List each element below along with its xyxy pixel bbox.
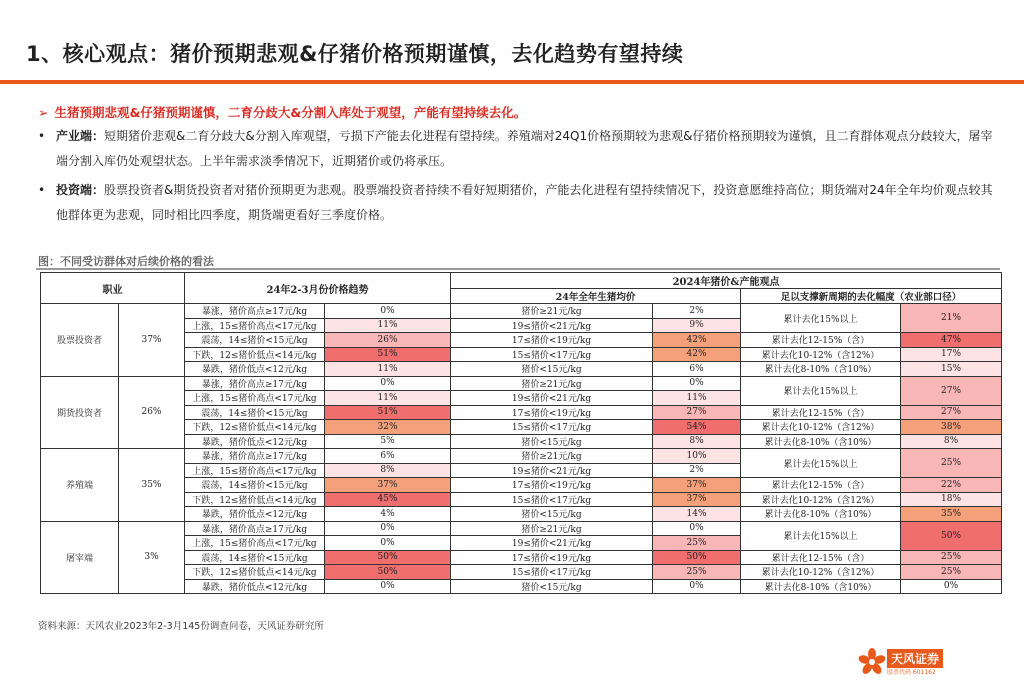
capacity-label: 累计去化10-12%（含12%） [741, 492, 901, 507]
trend-value: 51% [325, 405, 451, 420]
trend-label: 上涨，15≤猪价高点<17元/kg [185, 318, 325, 333]
capacity-label: 累计去化12-15%（含） [741, 478, 901, 493]
survey-body [41, 304, 1002, 594]
page-title: 1、核心观点：猪价预期悲观&仔猪价格预期谨慎，去化趋势有望持续 [26, 42, 684, 66]
avg-price-label: 15≤猪价<17元/kg [451, 565, 653, 580]
table-row [41, 550, 1002, 565]
capacity-label: 累计去化8-10%（含10%） [741, 362, 901, 377]
capacity-label: 累计去化15%以上 [741, 449, 901, 478]
capacity-label: 累计去化12-15%（含） [741, 405, 901, 420]
avg-price-label: 猪价<15元/kg [451, 434, 653, 449]
trend-label: 暴涨，猪价高点≥17元/kg [185, 521, 325, 536]
avg-price-value: 25% [653, 536, 741, 551]
trend-value: 32% [325, 420, 451, 435]
table-row [41, 405, 1002, 420]
table-row [41, 492, 1002, 507]
trend-label: 震荡，14≤猪价<15元/kg [185, 405, 325, 420]
table-row [41, 579, 1002, 594]
trend-label: 暴跌，猪价低点<12元/kg [185, 579, 325, 594]
avg-price-value: 0% [653, 579, 741, 594]
trend-label: 震荡，14≤猪价<15元/kg [185, 550, 325, 565]
trend-value: 26% [325, 333, 451, 348]
trend-value: 50% [325, 550, 451, 565]
figure-title: 图：不同受访群体对后续价格的看法 [38, 255, 214, 268]
avg-price-value: 27% [653, 405, 741, 420]
trend-label: 上涨，15≤猪价高点<17元/kg [185, 463, 325, 478]
avg-price-value: 11% [653, 391, 741, 406]
table-row [41, 449, 1002, 464]
capacity-label: 累计去化12-15%（含） [741, 550, 901, 565]
capacity-label: 累计去化15%以上 [741, 304, 901, 333]
avg-price-label: 17≤猪价<19元/kg [451, 550, 653, 565]
trend-value: 0% [325, 536, 451, 551]
brand-logo [857, 645, 1017, 679]
avg-price-label: 猪价<15元/kg [451, 362, 653, 377]
avg-price-value: 14% [653, 507, 741, 522]
figure-divider [36, 268, 1000, 270]
capacity-value: 50% [901, 521, 1002, 550]
header-capacity: 足以支撑新周期的去化幅度（农业部口径） [741, 289, 1002, 304]
capacity-label: 累计去化15%以上 [741, 376, 901, 405]
table-row [41, 347, 1002, 362]
trend-label: 暴跌，猪价低点<12元/kg [185, 362, 325, 377]
capacity-value: 25% [901, 449, 1002, 478]
capacity-value: 27% [901, 376, 1002, 405]
occupation-name: 股票投资者 [41, 304, 119, 377]
avg-price-value: 0% [653, 376, 741, 391]
trend-value: 6% [325, 449, 451, 464]
capacity-value: 38% [901, 420, 1002, 435]
avg-price-label: 猪价≥21元/kg [451, 449, 653, 464]
avg-price-value: 2% [653, 463, 741, 478]
avg-price-value: 50% [653, 550, 741, 565]
trend-label: 下跌，12≤猪价低点<14元/kg [185, 347, 325, 362]
bullet-dot-icon: • [38, 183, 46, 197]
avg-price-label: 15≤猪价<17元/kg [451, 347, 653, 362]
trend-label: 暴涨，猪价高点≥17元/kg [185, 449, 325, 464]
table-row [41, 521, 1002, 536]
bullet-lead: 产业端： [56, 129, 105, 143]
trend-value: 11% [325, 391, 451, 406]
brand-subtitle: 股票代码 601162 [887, 669, 936, 676]
avg-price-value: 42% [653, 333, 741, 348]
capacity-label: 累计去化8-10%（含10%） [741, 579, 901, 594]
headline [38, 103, 526, 121]
trend-value: 0% [325, 304, 451, 319]
brand-name: 天风证券 [887, 649, 943, 668]
avg-price-value: 8% [653, 434, 741, 449]
trend-label: 上涨，15≤猪价高点<17元/kg [185, 536, 325, 551]
capacity-value: 0% [901, 579, 1002, 594]
survey-table [40, 272, 1002, 594]
avg-price-label: 17≤猪价<19元/kg [451, 333, 653, 348]
capacity-label: 累计去化10-12%（含12%） [741, 420, 901, 435]
trend-value: 0% [325, 376, 451, 391]
avg-price-label: 猪价≥21元/kg [451, 304, 653, 319]
table-row [41, 376, 1002, 391]
avg-price-label: 17≤猪价<19元/kg [451, 405, 653, 420]
avg-price-label: 猪价≥21元/kg [451, 521, 653, 536]
capacity-value: 25% [901, 550, 1002, 565]
trend-label: 下跌，12≤猪价低点<14元/kg [185, 420, 325, 435]
table-row [41, 420, 1002, 435]
avg-price-label: 17≤猪价<19元/kg [451, 478, 653, 493]
avg-price-label: 猪价≥21元/kg [451, 376, 653, 391]
avg-price-label: 15≤猪价<17元/kg [451, 492, 653, 507]
capacity-value: 18% [901, 492, 1002, 507]
trend-value: 11% [325, 318, 451, 333]
table-row [41, 565, 1002, 580]
trend-value: 4% [325, 507, 451, 522]
trend-value: 0% [325, 579, 451, 594]
table-row [41, 362, 1002, 377]
occupation-share: 37% [119, 304, 185, 377]
trend-label: 暴跌，猪价低点<12元/kg [185, 434, 325, 449]
table-row [41, 333, 1002, 348]
capacity-label: 累计去化10-12%（含12%） [741, 347, 901, 362]
bullet-investment-text [56, 178, 996, 228]
header-avg-price: 24年全年生猪均价 [451, 289, 741, 304]
capacity-label: 累计去化10-12%（含12%） [741, 565, 901, 580]
trend-label: 震荡，14≤猪价<15元/kg [185, 333, 325, 348]
capacity-value: 21% [901, 304, 1002, 333]
table-row [41, 304, 1002, 319]
trend-label: 暴涨，猪价高点≥17元/kg [185, 376, 325, 391]
avg-price-value: 6% [653, 362, 741, 377]
avg-price-value: 37% [653, 492, 741, 507]
avg-price-value: 37% [653, 478, 741, 493]
capacity-label: 累计去化12-15%（含） [741, 333, 901, 348]
bullet-dot-icon: • [38, 129, 46, 143]
occupation-name: 期货投资者 [41, 376, 119, 449]
trend-value: 51% [325, 347, 451, 362]
trend-label: 下跌，12≤猪价低点<14元/kg [185, 565, 325, 580]
arrow-bullet-icon: ➢ [38, 105, 49, 120]
occupation-name: 屠宰端 [41, 521, 119, 594]
header-occupation: 职业 [41, 273, 185, 304]
capacity-label: 累计去化8-10%（含10%） [741, 507, 901, 522]
trend-value: 0% [325, 521, 451, 536]
capacity-value: 15% [901, 362, 1002, 377]
capacity-value: 8% [901, 434, 1002, 449]
avg-price-label: 19≤猪价<21元/kg [451, 318, 653, 333]
avg-price-label: 猪价<15元/kg [451, 579, 653, 594]
avg-price-value: 9% [653, 318, 741, 333]
capacity-value: 35% [901, 507, 1002, 522]
occupation-share: 35% [119, 449, 185, 522]
trend-label: 暴涨，猪价高点≥17元/kg [185, 304, 325, 319]
avg-price-value: 25% [653, 565, 741, 580]
avg-price-label: 19≤猪价<21元/kg [451, 391, 653, 406]
bullet-industry-text [56, 124, 996, 174]
flower-logo-icon [857, 647, 887, 677]
capacity-value: 25% [901, 565, 1002, 580]
bullet-body: 短期猪价悲观&二育分歧大&分割入库观望，亏损下产能去化进程有望持续。养殖端对24Q1价格预期较为悲观&仔猪价格预期较为谨慎，且二育群体观点分歧较大，屠宰端分割入库仍处观望状态。上半年需求淡季情况下，近期猪价或仍将承压。 [56, 129, 993, 168]
trend-value: 45% [325, 492, 451, 507]
avg-price-label: 19≤猪价<21元/kg [451, 536, 653, 551]
avg-price-label: 15≤猪价<17元/kg [451, 420, 653, 435]
avg-price-value: 10% [653, 449, 741, 464]
bullet-body: 股票投资者&期货投资者对猪价预期更为悲观。股票端投资者持续不看好短期猪价，产能去化进程有望持续情况下，投资意愿维持高位；期货端对24年全年均价观点较其他群体更为悲观，同时相比四季度，期货端更看好三季度价格。 [56, 183, 993, 222]
headline-text: 生猪预期悲观&仔猪预期谨慎，二育分歧大&分割入库处于观望，产能有望持续去化。 [54, 105, 527, 120]
trend-label: 暴跌，猪价低点<12元/kg [185, 507, 325, 522]
occupation-share: 3% [119, 521, 185, 594]
avg-price-value: 0% [653, 521, 741, 536]
trend-value: 50% [325, 565, 451, 580]
bullet-lead: 投资端： [56, 183, 105, 197]
avg-price-label: 19≤猪价<21元/kg [451, 463, 653, 478]
trend-value: 11% [325, 362, 451, 377]
occupation-name: 养殖端 [41, 449, 119, 522]
capacity-value: 47% [901, 333, 1002, 348]
trend-value: 37% [325, 478, 451, 493]
capacity-value: 27% [901, 405, 1002, 420]
occupation-share: 26% [119, 376, 185, 449]
capacity-value: 17% [901, 347, 1002, 362]
capacity-value: 22% [901, 478, 1002, 493]
table-row [41, 478, 1002, 493]
table-row [41, 507, 1002, 522]
capacity-label: 累计去化8-10%（含10%） [741, 434, 901, 449]
header-2024: 2024年猪价&产能观点 [451, 273, 1002, 289]
avg-price-value: 54% [653, 420, 741, 435]
trend-label: 震荡，14≤猪价<15元/kg [185, 478, 325, 493]
avg-price-label: 猪价<15元/kg [451, 507, 653, 522]
header-trend: 24年2-3月份价格趋势 [185, 273, 451, 304]
trend-label: 上涨，15≤猪价高点<17元/kg [185, 391, 325, 406]
table-row [41, 434, 1002, 449]
avg-price-value: 2% [653, 304, 741, 319]
source-note: 资料来源：天风农业2023年2-3月145份调查问卷，天风证券研究所 [38, 621, 324, 632]
capacity-label: 累计去化15%以上 [741, 521, 901, 550]
trend-value: 5% [325, 434, 451, 449]
trend-label: 下跌，12≤猪价低点<14元/kg [185, 492, 325, 507]
trend-value: 8% [325, 463, 451, 478]
avg-price-value: 42% [653, 347, 741, 362]
title-divider [0, 80, 1024, 84]
